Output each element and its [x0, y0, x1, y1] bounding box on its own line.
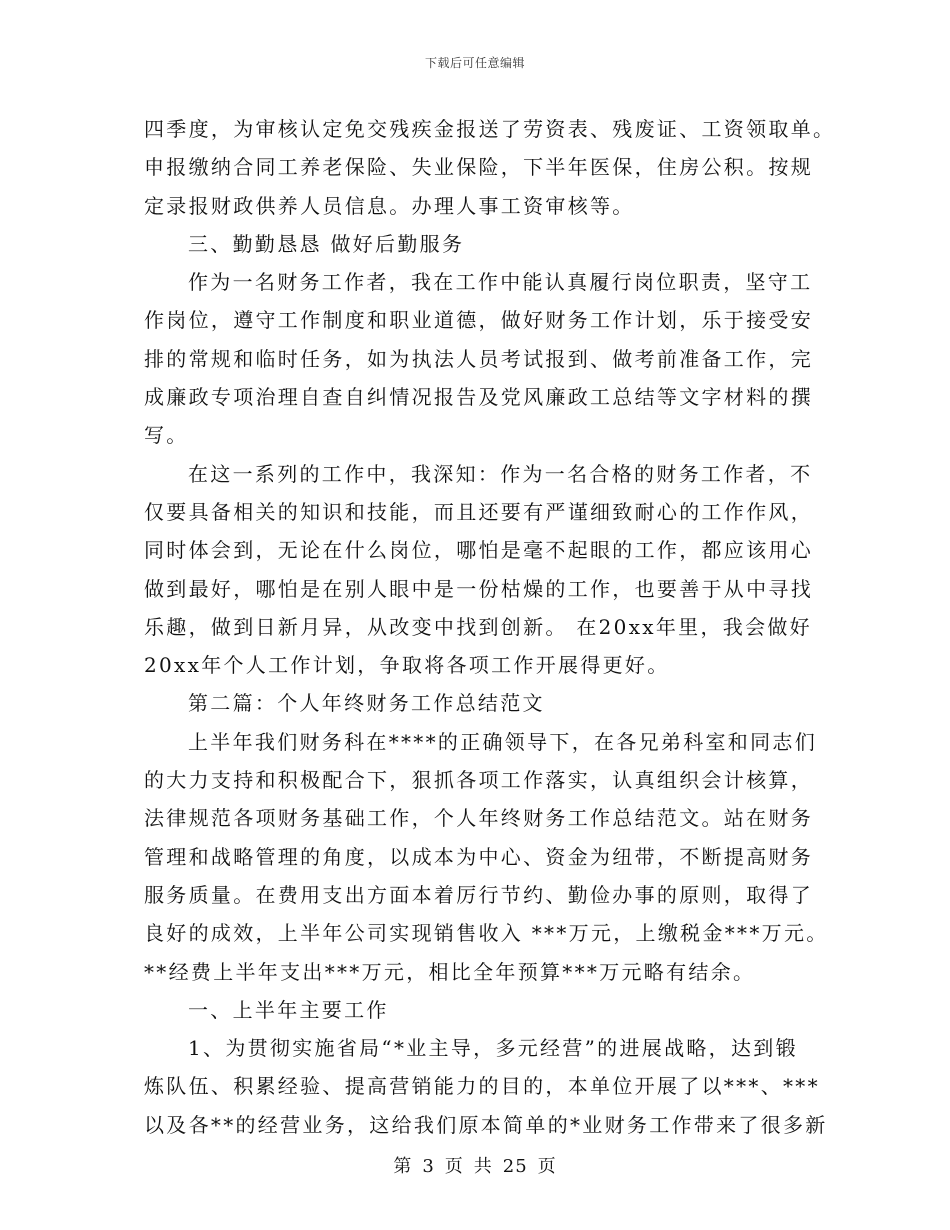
text-line: 四季度，为审核认定免交残疾金报送了劳资表、残废证、工资领取单。 — [144, 117, 836, 141]
text-line: 乐趣，做到日新月异，从改变中找到创新。 在20xx年里，我会做好 — [144, 614, 812, 639]
total-label-suffix: 页 — [537, 1156, 557, 1177]
text-line: 良好的成效，上半年公司实现销售收入 ***万元，上缴税金***万元。 — [144, 921, 829, 946]
text-line: 20xx年个人工作计划，争取将各项工作开展得更好。 — [144, 653, 670, 678]
text-line: 定录报财政供养人员信息。办理人事工资审核等。 — [144, 193, 635, 218]
text-line: 炼队伍、积累经验、提高营销能力的目的，本单位开展了以***、*** — [144, 1074, 820, 1099]
text-line: 1、为贯彻实施省局“*业主导，多元经营”的进展战略，达到锻 — [188, 1036, 798, 1061]
text-line: 作岗位，遵守工作制度和职业道德，做好财务工作计划，乐于接受安 — [144, 308, 813, 333]
page-label-mid: 页 — [444, 1156, 464, 1177]
text-line: **经费上半年支出***万元，相比全年预算***万元略有结余。 — [144, 959, 756, 984]
page-header-note: 下载后可任意编辑 — [424, 56, 525, 70]
text-line: 法律规范各项财务基础工作，个人年终财务工作总结范文。站在财务 — [144, 806, 813, 831]
text-line: 管理和战略管理的角度，以成本为中心、资金为纽带，不断提高财务 — [144, 844, 813, 869]
text-line: 作为一名财务工作者，我在工作中能认真履行岗位职责，坚守工 — [188, 270, 813, 295]
text-line: 同时体会到，无论在什么岗位，哪怕是毫不起眼的工作，都应该用心 — [144, 538, 813, 563]
document-body — [144, 110, 836, 1144]
page-label-prefix: 第 — [393, 1156, 413, 1177]
text-line: 申报缴纳合同工养老保险、失业保险，下半年医保，住房公积。按规 — [144, 155, 813, 180]
section-heading: 一、上半年主要工作 — [188, 997, 389, 1022]
text-line: 上半年我们财务科在****的正确领导下，在各兄弟科室和同志们 — [188, 729, 817, 754]
text-line: 做到最好，哪怕是在别人眼中是一份枯燥的工作，也要善于从中寻找 — [144, 576, 813, 601]
section-heading: 三、勤勤恳恳 做好后勤服务 — [188, 231, 465, 256]
text-line: 排的常规和临时任务，如为执法人员考试报到、做考前准备工作，完 — [144, 346, 813, 371]
text-line: 仅要具备相关的知识和技能，而且还要有严谨细致耐心的工作作风， — [144, 499, 813, 524]
text-line: 写。 — [144, 423, 189, 448]
text-line: 在这一系列的工作中，我深知：作为一名合格的财务工作者，不 — [188, 461, 813, 486]
text-line: 成廉政专项治理自查自纠情况报告及党风廉政工总结等文字材料的撰 — [144, 385, 813, 410]
page-number: 3 — [422, 1156, 435, 1177]
total-label-prefix: 共 — [473, 1156, 493, 1177]
total-pages: 25 — [502, 1156, 528, 1177]
page-footer — [0, 1152, 950, 1178]
text-line: 以及各**的经营业务，这给我们原本简单的*业财务工作带来了很多新 — [144, 1112, 828, 1137]
text-line: 的大力支持和积极配合下，狠抓各项工作落实，认真组织会计核算， — [144, 768, 813, 793]
text-line: 服务质量。在费用支出方面本着厉行节约、勤俭办事的原则，取得了 — [144, 882, 813, 907]
section-heading: 第二篇：个人年终财务工作总结范文 — [188, 691, 545, 716]
